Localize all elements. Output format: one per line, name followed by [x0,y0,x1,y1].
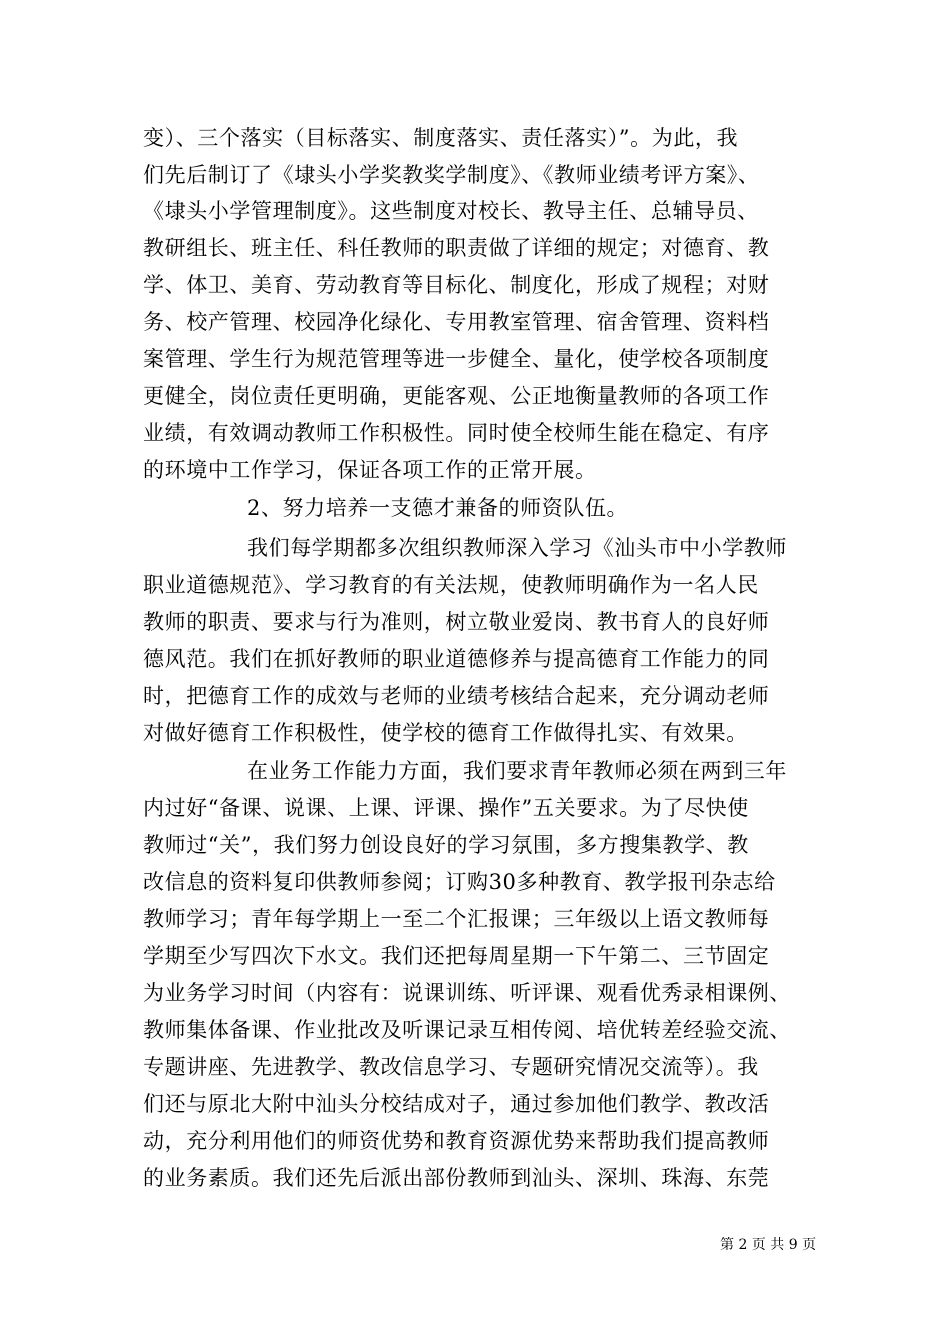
body-line: 职业道德规范》、学习教育的有关法规，使教师明确作为一名人民 [143,573,759,597]
body-line: 在业务工作能力方面，我们要求青年教师必须在两到三年 [247,759,787,783]
body-line: 业绩，有效调动教师工作积极性。同时使全校师生能在稳定、有序 [143,421,770,445]
body-line: 时，把德育工作的成效与老师的业绩考核结合起来，充分调动老师 [143,684,770,708]
body-line: 教师集体备课、作业批改及听课记录互相传阅、培优转差经验交流、 [143,1018,791,1042]
page-number-footer: 第 2 页 共 9 页 [720,1237,817,1253]
body-line: 学、体卫、美育、劳动教育等目标化、制度化，形成了规程；对财 [143,273,770,297]
body-line: 改信息的资料复印供教师参阅；订购30多种教育、教学报刊杂志给 [143,870,776,894]
body-line: 德风范。我们在抓好教师的职业道德修养与提高德育工作能力的同 [143,647,770,671]
body-line: 的环境中工作学习，保证各项工作的正常开展。 [143,458,597,482]
body-line: 专题讲座、先进教学、教改信息学习、专题研究情况交流等）。我 [143,1055,759,1079]
body-line: 学期至少写四次下水文。我们还把每周星期一下午第二、三节固定 [143,944,770,968]
body-line: 们先后制订了《埭头小学奖教奖学制度》、《教师业绩考评方案》、 [143,163,760,187]
body-line: 们还与原北大附中汕头分校结成对子，通过参加他们教学、教改活 [143,1092,770,1116]
body-line: 的业务素质。我们还先后派出部份教师到汕头、深圳、珠海、东莞 [143,1166,770,1190]
body-line: 变）、三个落实（目标落实、制度落实、责任落实）”。为此，我 [143,126,739,150]
body-line: 务、校产管理、校园净化绿化、专用教室管理、宿舍管理、资料档 [143,310,770,334]
body-line: 教师过“关”，我们努力创设良好的学习氛围，多方搜集教学、教 [143,833,749,857]
body-line: 教师学习；青年每学期上一至二个汇报课；三年级以上语文教师每 [143,907,770,931]
body-line: 教研组长、班主任、科任教师的职责做了详细的规定；对德育、教 [143,236,770,260]
body-line: 为业务学习时间（内容有：说课训练、听评课、观看优秀录相课例、 [143,981,791,1005]
body-line: 《埭头小学管理制度》。这些制度对校长、教导主任、总辅导员、 [143,199,759,223]
section-heading: 2、努力培养一支德才兼备的师资队伍。 [247,496,629,520]
body-line: 案管理、学生行为规范管理等进一步健全、量化，使学校各项制度 [143,347,770,371]
body-line: 教师的职责、要求与行为准则，树立敬业爱岗、教书育人的良好师 [143,610,770,634]
body-line: 动，充分利用他们的师资优势和教育资源优势来帮助我们提高教师 [143,1129,770,1153]
body-line: 对做好德育工作积极性，使学校的德育工作做得扎实、有效果。 [143,721,748,745]
body-line: 内过好“备课、说课、上课、评课、操作”五关要求。为了尽快使 [143,796,749,820]
body-line: 更健全，岗位责任更明确，更能客观、公正地衡量教师的各项工作 [143,384,770,408]
body-line: 我们每学期都多次组织教师深入学习《汕头市中小学教师 [247,536,787,560]
